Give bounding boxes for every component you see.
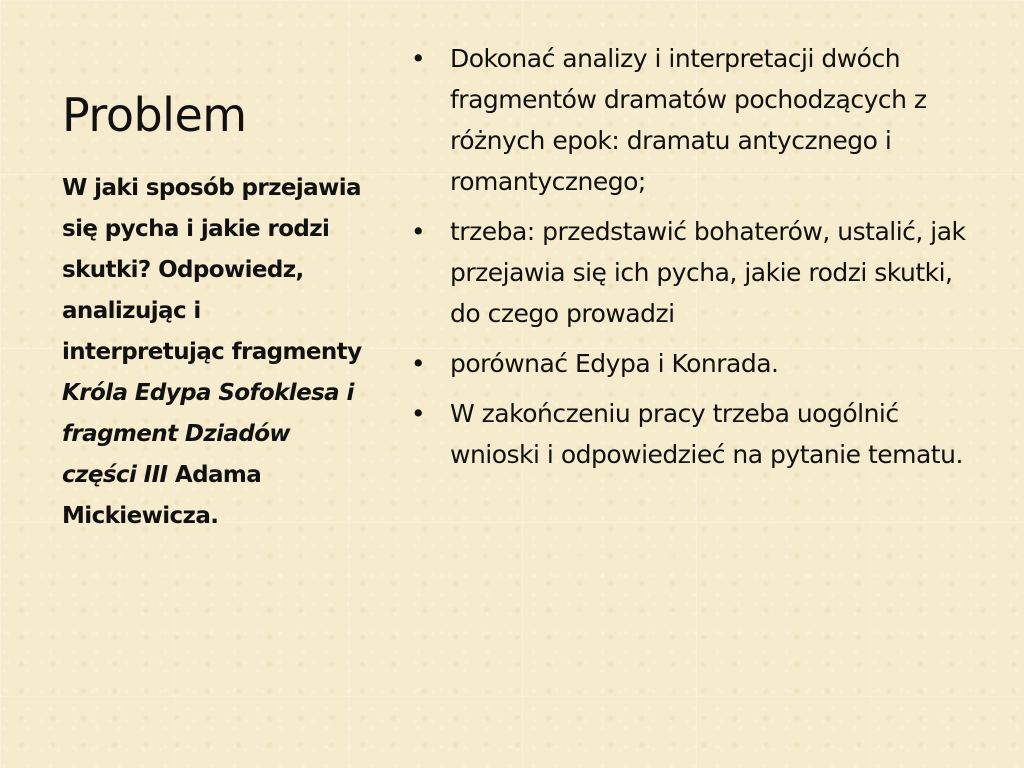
question-text: W jaki sposób przejawia się pycha i jakie rodzi skutki? Odpowiedz, analizując i interpretując fragmenty (62, 175, 362, 365)
bullet-text: trzeba: przedstawić bohaterów, ustalić, jak przejawia się ich pycha, jakie rodzi skutki, do czego prowadzi (450, 217, 966, 328)
bullet-icon: • (410, 217, 426, 246)
question-italic-works: Króla Edypa Sofoklesa i fragment Dziadów części III (62, 380, 354, 488)
bullet-text: W zakończeniu pracy trzeba uogólnić wnioski i odpowiedzieć na pytanie tematu. (450, 399, 963, 469)
problem-question (62, 168, 362, 537)
task-bullet-list (408, 38, 978, 484)
list-item (408, 211, 978, 334)
list-item (408, 343, 978, 384)
bullet-icon: • (410, 44, 426, 73)
question-author: Adama Mickiewicza. (62, 462, 262, 529)
bullet-text: porównać Edypa i Konrada. (450, 349, 779, 378)
list-item (408, 38, 978, 202)
bullet-icon: • (410, 399, 426, 428)
bullet-text: Dokonać analizy i interpretacji dwóch fragmentów dramatów pochodzących z różnych epok: dramatu antycznego i romantycznego; (450, 44, 927, 196)
bullet-icon: • (410, 349, 426, 378)
list-item (408, 393, 978, 475)
slide-title: Problem (62, 88, 247, 142)
